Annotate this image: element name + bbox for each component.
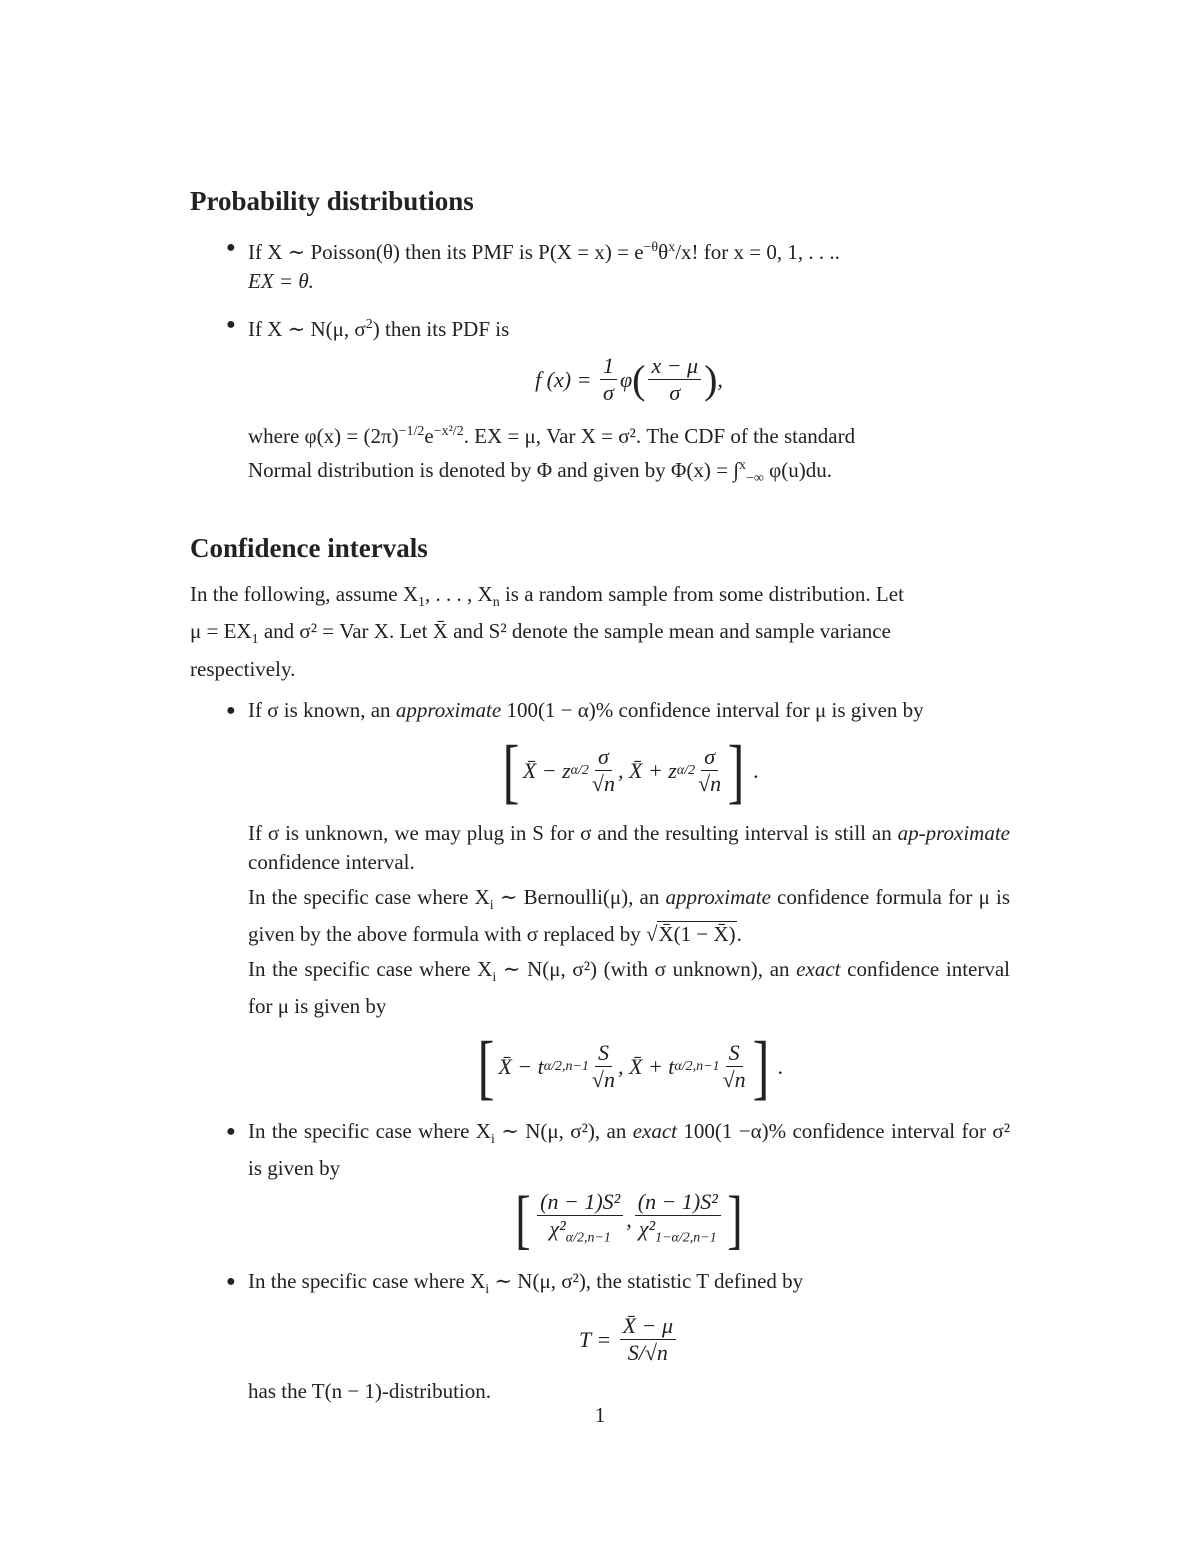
b1-text: If σ is known, an approximate 100(1 − α)% confidence interval for μ is given by — [248, 697, 924, 722]
t-statistic-formula: T = $\frac{X̄ - \mu}{S/√n}$ — [248, 1314, 1010, 1365]
normal-intro: If X ∼ N(μ, $\sigma^2$) then its PDF is — [248, 317, 510, 341]
page-content — [190, 186, 1010, 1420]
bullet-icon: ● — [226, 1122, 236, 1140]
bullet-icon: ● — [226, 239, 236, 256]
probability-list — [190, 233, 1010, 493]
ci-list — [190, 696, 1010, 1407]
b1-unknown-sigma: If σ is unknown, we may plug in S for σ and the resulting interval is still an ap-proximate confidence interval. — [248, 820, 1010, 874]
b3-end: has the T(n − 1)-distribution. — [248, 1379, 492, 1404]
poisson-text: If X ∼ Poisson(θ) then its PMF is $P(X = x) = e^{-\theta}\theta^x/x$! for x = 0, 1, . . .. EX = θ. — [248, 240, 840, 293]
where-text: where $\varphi(x) = (2\pi)^{-1/2}e^{-x^2/2}$. EX = μ, Var X = σ². The CDF of the standard Normal distribution is denoted by Φ and given by Φ(x) = ∫$^x_{-\infty}$ φ(u)du. — [248, 424, 856, 487]
b1-normal-exact: In the specific case where $X_i$ ∼ N(μ, σ²) (with σ unknown), an exact confidence interval for μ is given by — [248, 956, 1011, 1018]
list-item-t-statistic — [190, 1267, 1010, 1406]
chi-interval-formula: [ $\frac{\text{(n − 1)S²}}{\chi^2_{\alpha/2,n-1}}$ , $\frac{\text{(n − 1)S²}}{\chi^2_{1-\alpha/2,n-1}}$ ] — [515, 1183, 743, 1257]
b3-text: In the specific case where $X_i$ ∼ N(μ, σ²), the statistic T defined by — [248, 1269, 804, 1298]
ci-intro: In the following, assume $X_1$, . . . , $X_n$ is a random sample from some distribution. Let $\mu = EX_1$ and σ² = Var X. Let X̄ and S² denote the sample mean and sample variance respectively. — [190, 582, 904, 681]
z-interval-formula: [ X̄ − z α/2 $\frac{\sigma}{√n}$ , X̄ + z α/2 $\frac{\sigma}{√n}$ ] . — [502, 730, 760, 811]
section-title-probability: Probability distributions — [190, 186, 474, 216]
list-item-known-sigma — [190, 696, 1011, 1107]
t-interval-formula: [ X̄ − t α/2,n−1 $\frac{S}{√n}$ , X̄ + t α/2,n−1 $\frac{S}{√n}$ ] . — [477, 1026, 784, 1107]
section-title-confidence: Confidence intervals — [190, 533, 428, 564]
list-item-normal — [190, 310, 1010, 493]
b1-bernoulli: In the specific case where $X_i$ ∼ Bernoulli(μ), an approximate confidence formula for μ is given by the above formula with σ replaced by √X̄(1 − X̄). — [248, 884, 1010, 946]
b2-text: In the specific case where $X_i$ ∼ N(μ, σ²), an exact 100(1 −α)% confidence interval for σ² is given by — [248, 1118, 1010, 1181]
bullet-icon: ● — [226, 1273, 236, 1291]
list-item-variance — [190, 1117, 1010, 1257]
page-number: 1 — [594, 1403, 606, 1427]
bullet-icon: ● — [226, 316, 236, 333]
bullet-icon: ● — [226, 701, 236, 719]
list-item-poisson — [190, 233, 1010, 296]
pdf-formula: f (x) = $\frac{1}{\sigma}$ φ ( $\frac{x - \mu}{\sigma}$ ) , — [535, 353, 723, 405]
